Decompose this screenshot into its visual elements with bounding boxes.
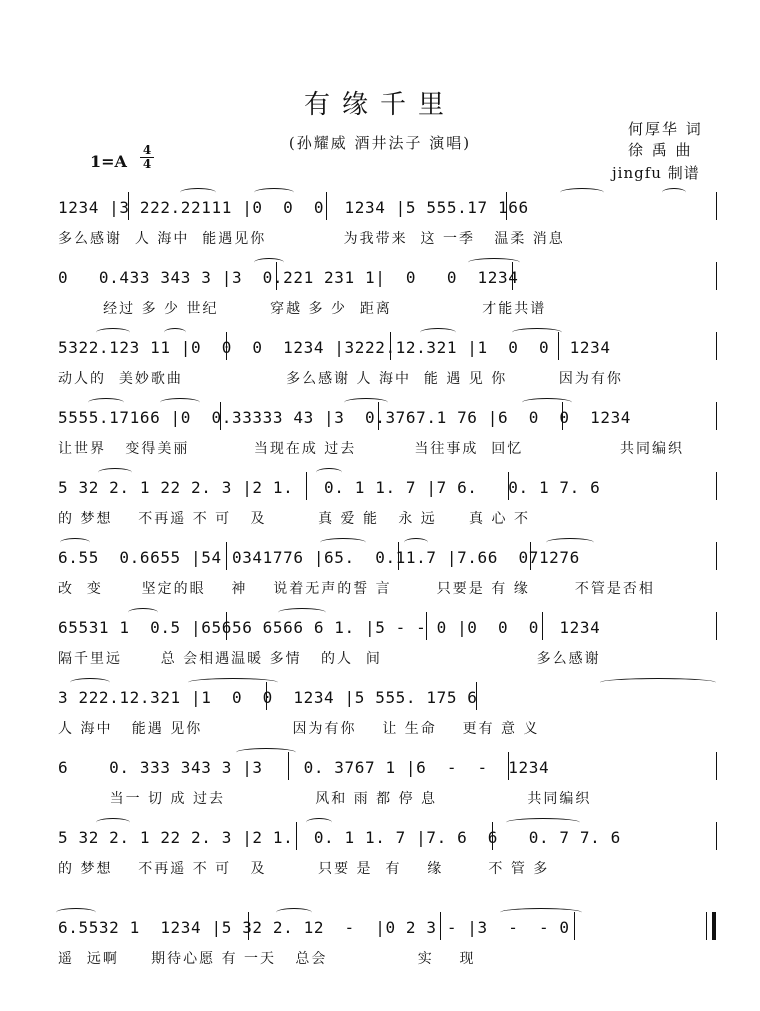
- system-7: [0, 608, 760, 684]
- lyrics-line: 的 梦想 不再遥 不 可 及 只要 是 有 缘 不 管 多: [58, 861, 550, 877]
- notation-line: 5322.123 11 |0 0 0 1234 |3222.12.321 |1 0 0 1234: [58, 338, 611, 357]
- system-3: [0, 328, 760, 404]
- notation-line: 5555.17166 |0 0.33333 43 |3 0.3767.1 76 |6 0 0 1234: [58, 408, 632, 427]
- system-2: [0, 258, 760, 334]
- lyrics-line: 的 梦想 不再遥 不 可 及 真 爱 能 永 远 真 心 不: [58, 511, 530, 527]
- notation-line: 1234 |3 222.22111 |0 0 0 1234 |5 555.17 166: [58, 198, 529, 217]
- lyrics-line: 让世界 变得美丽 当现在成 过去 当往事成 回忆 共同编织: [58, 441, 685, 457]
- time-signature-top: 4: [140, 144, 154, 158]
- system-9: [0, 748, 760, 824]
- lyricist-credit: 何厚华 词: [628, 120, 703, 138]
- notation-line: 5 32 2. 1 22 2. 3 |2 1. 0. 1 1. 7 |7. 6 6 0. 7 7. 6: [58, 828, 621, 847]
- song-title: 有缘千里: [303, 90, 456, 120]
- notation-line: 65531 1 0.5 |65656 6566 6 1. |5 - - 0 |0 0 0 1234: [58, 618, 601, 637]
- lyrics-line: 人 海中 能遇 见你 因为有你 让 生命 更有 意 义: [58, 721, 540, 737]
- lyrics-line: 遥 远啊 期待心愿 有 一天 总会 实 现: [58, 951, 476, 967]
- time-signature: [140, 144, 154, 171]
- system-1: [0, 188, 760, 264]
- system-4: [0, 398, 760, 474]
- transcriber-credit: jingfu 制谱: [612, 164, 700, 182]
- notation-line: 6.55 0.6655 |54 0341776 |65. 0.11.7 |7.66 071276: [58, 548, 580, 567]
- notation-line: 6.5532 1 1234 |5 32 2. 12 - |0 2 3 - |3 - - 0: [58, 918, 570, 937]
- system-5: [0, 468, 760, 544]
- key-signature: 1=A: [90, 152, 127, 171]
- notation-line: 3 222.12.321 |1 0 0 1234 |5 555. 175 6: [58, 688, 478, 707]
- lyrics-line: 动人的 美妙歌曲 多么感谢 人 海中 能 遇 见 你 因为有你: [58, 371, 623, 387]
- composer-credit: 徐 禹 曲: [628, 141, 693, 159]
- notation-line: 5 32 2. 1 22 2. 3 |2 1. 0. 1 1. 7 |7 6. 0. 1 7. 6: [58, 478, 601, 497]
- system-6: [0, 538, 760, 614]
- score-header: [0, 0, 760, 185]
- system-8: [0, 678, 760, 754]
- notation-line: 6 0. 333 343 3 |3 0. 3767 1 |6 - - 1234: [58, 758, 550, 777]
- lyrics-line: 改 变 坚定的眼 神 说着无声的誓 言 只要是 有 缘 不管是否相: [58, 581, 655, 597]
- lyrics-line: 多么感谢 人 海中 能遇见你 为我带来 这 一季 温柔 消息: [58, 231, 565, 247]
- system-11: [0, 908, 760, 984]
- system-10: [0, 818, 760, 894]
- notation-line: 0 0.433 343 3 |3 0.221 231 1| 0 0 1234: [58, 268, 519, 287]
- lyrics-line: 当一 切 成 过去 风和 雨 都 停 息 共同编织: [58, 791, 592, 807]
- singers-credit: (孙耀威 酒井法子 演唱): [288, 134, 472, 152]
- lyrics-line: 经过 多 少 世纪 穿越 多 少 距离 才能共谱: [58, 301, 547, 317]
- lyrics-line: 隔千里远 总 会相遇温暖 多情 的人 间 多么感谢: [58, 651, 601, 667]
- time-signature-bottom: 4: [142, 157, 152, 171]
